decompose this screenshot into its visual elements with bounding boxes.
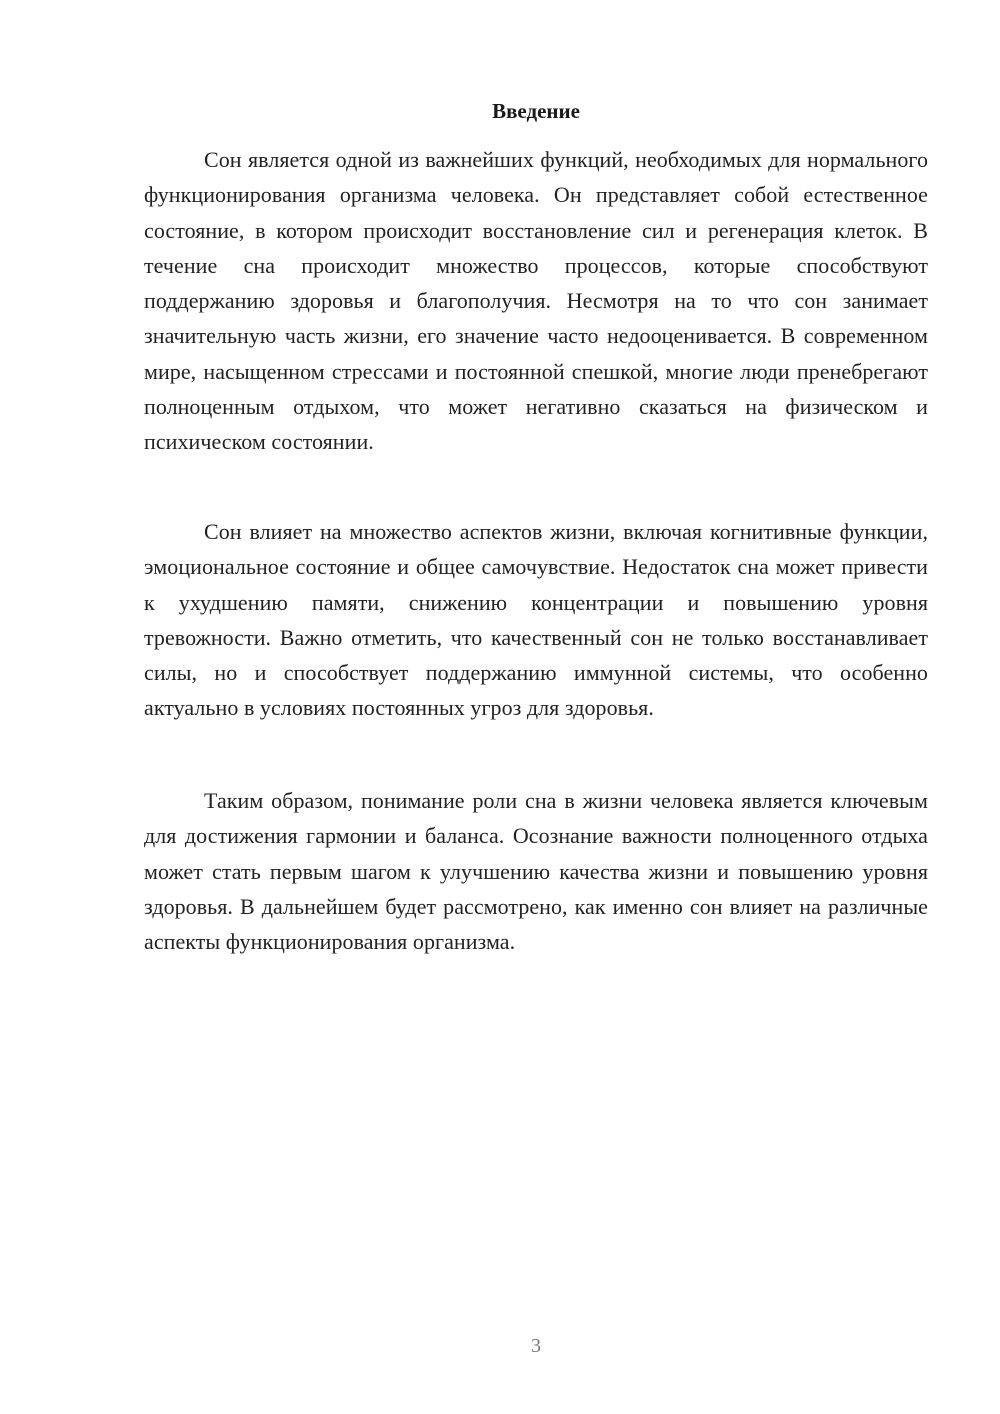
paragraph-1: Сон является одной из важнейших функций, необходимых для нормального функционирования организма человека. Он представляет собой естественное состояние, в котором происходит восстановление сил и регенерация клеток. В течение сна происходит множество процессов, которые способствуют поддержанию здоровья и благополучия. Несмотря на то что сон занимает значительную часть жизни, его значение часто недооценивается. В современном мире, насыщенном стрессами и постоянной спешкой, многие люди пренебрегают полноценным отдыхом, что может негативно сказаться на физическом и психическом состоянии. <box>144 147 928 455</box>
section-heading: Введение <box>492 99 580 123</box>
paragraph-3: Таким образом, понимание роли сна в жизни человека является ключевым для достижения гармонии и баланса. Осознание важности полноценного отдыха может стать первым шагом к улучшению качества жизни и повышению уровня здоровья. В дальнейшем будет рассмотрено, как именно сон влияет на различные аспекты функционирования организма. <box>144 788 928 955</box>
paragraph-2: Сон влияет на множество аспектов жизни, включая когнитивные функции, эмоциональное состояние и общее самочувствие. Недостаток сна может привести к ухудшению памяти, снижению концентрации и повышению уровня тревожности. Важно отметить, что качественный сон не только восстанавливает силы, но и способствует поддержанию иммунной системы, что особенно актуально в условиях постоянных угроз для здоровья. <box>144 519 928 721</box>
page-number: 3 <box>531 1335 541 1357</box>
